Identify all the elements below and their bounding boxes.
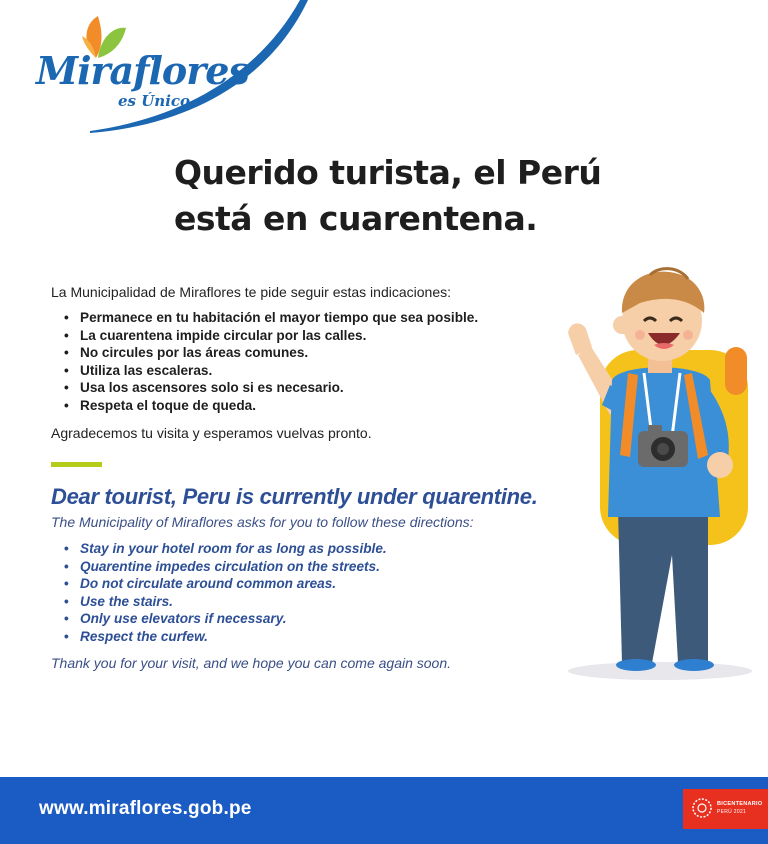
- list-item: • Respeta el toque de queda.: [60, 397, 478, 415]
- list-item: • Utiliza las escaleras.: [60, 362, 478, 380]
- page-title: [174, 150, 644, 242]
- bicentenario-badge: [683, 789, 768, 829]
- badge-title: BICENTENARIO: [717, 801, 763, 807]
- bicentenario-emblem-icon: [691, 797, 713, 819]
- spanish-instructions-list: [60, 309, 478, 415]
- english-outro: Thank you for your visit, and we hope you can come again soon.: [51, 655, 452, 671]
- list-item: • Only use elevators if necessary.: [60, 610, 387, 628]
- english-intro: The Municipality of Miraflores asks for you to follow these directions:: [51, 514, 474, 530]
- list-item: • Stay in your hotel room for as long as possible.: [60, 540, 387, 558]
- list-item: • Quarentine impedes circulation on the streets.: [60, 558, 387, 576]
- logo-tagline: es Único: [118, 92, 191, 110]
- title-line-1: Querido turista, el Perú: [174, 153, 602, 192]
- list-item: • Use the stairs.: [60, 593, 387, 611]
- english-instructions-list: [60, 540, 387, 646]
- spanish-outro: Agradecemos tu visita y esperamos vuelvas pronto.: [51, 425, 372, 441]
- english-title: Dear tourist, Peru is currently under quarentine.: [51, 484, 538, 509]
- section-divider: [51, 462, 102, 467]
- spanish-intro: La Municipalidad de Miraflores te pide seguir estas indicaciones:: [51, 284, 451, 300]
- list-item: • Respect the curfew.: [60, 628, 387, 646]
- miraflores-logo: [30, 8, 249, 118]
- logo-wordmark: Miraflores: [36, 48, 249, 93]
- title-line-2: está en cuarentena.: [174, 199, 538, 238]
- list-item: • No circules por las áreas comunes.: [60, 344, 478, 362]
- tourist-illustration: [560, 255, 760, 685]
- website-link[interactable]: www.miraflores.gob.pe: [39, 798, 252, 819]
- list-item: • Permanece en tu habitación el mayor tiempo que sea posible.: [60, 309, 478, 327]
- list-item: • La cuarentena impide circular por las calles.: [60, 327, 478, 345]
- list-item: • Usa los ascensores solo si es necesario.: [60, 379, 478, 397]
- badge-subtitle: PERÚ 2021: [717, 809, 747, 815]
- footer-bar: [0, 777, 768, 844]
- list-item: • Do not circulate around common areas.: [60, 575, 387, 593]
